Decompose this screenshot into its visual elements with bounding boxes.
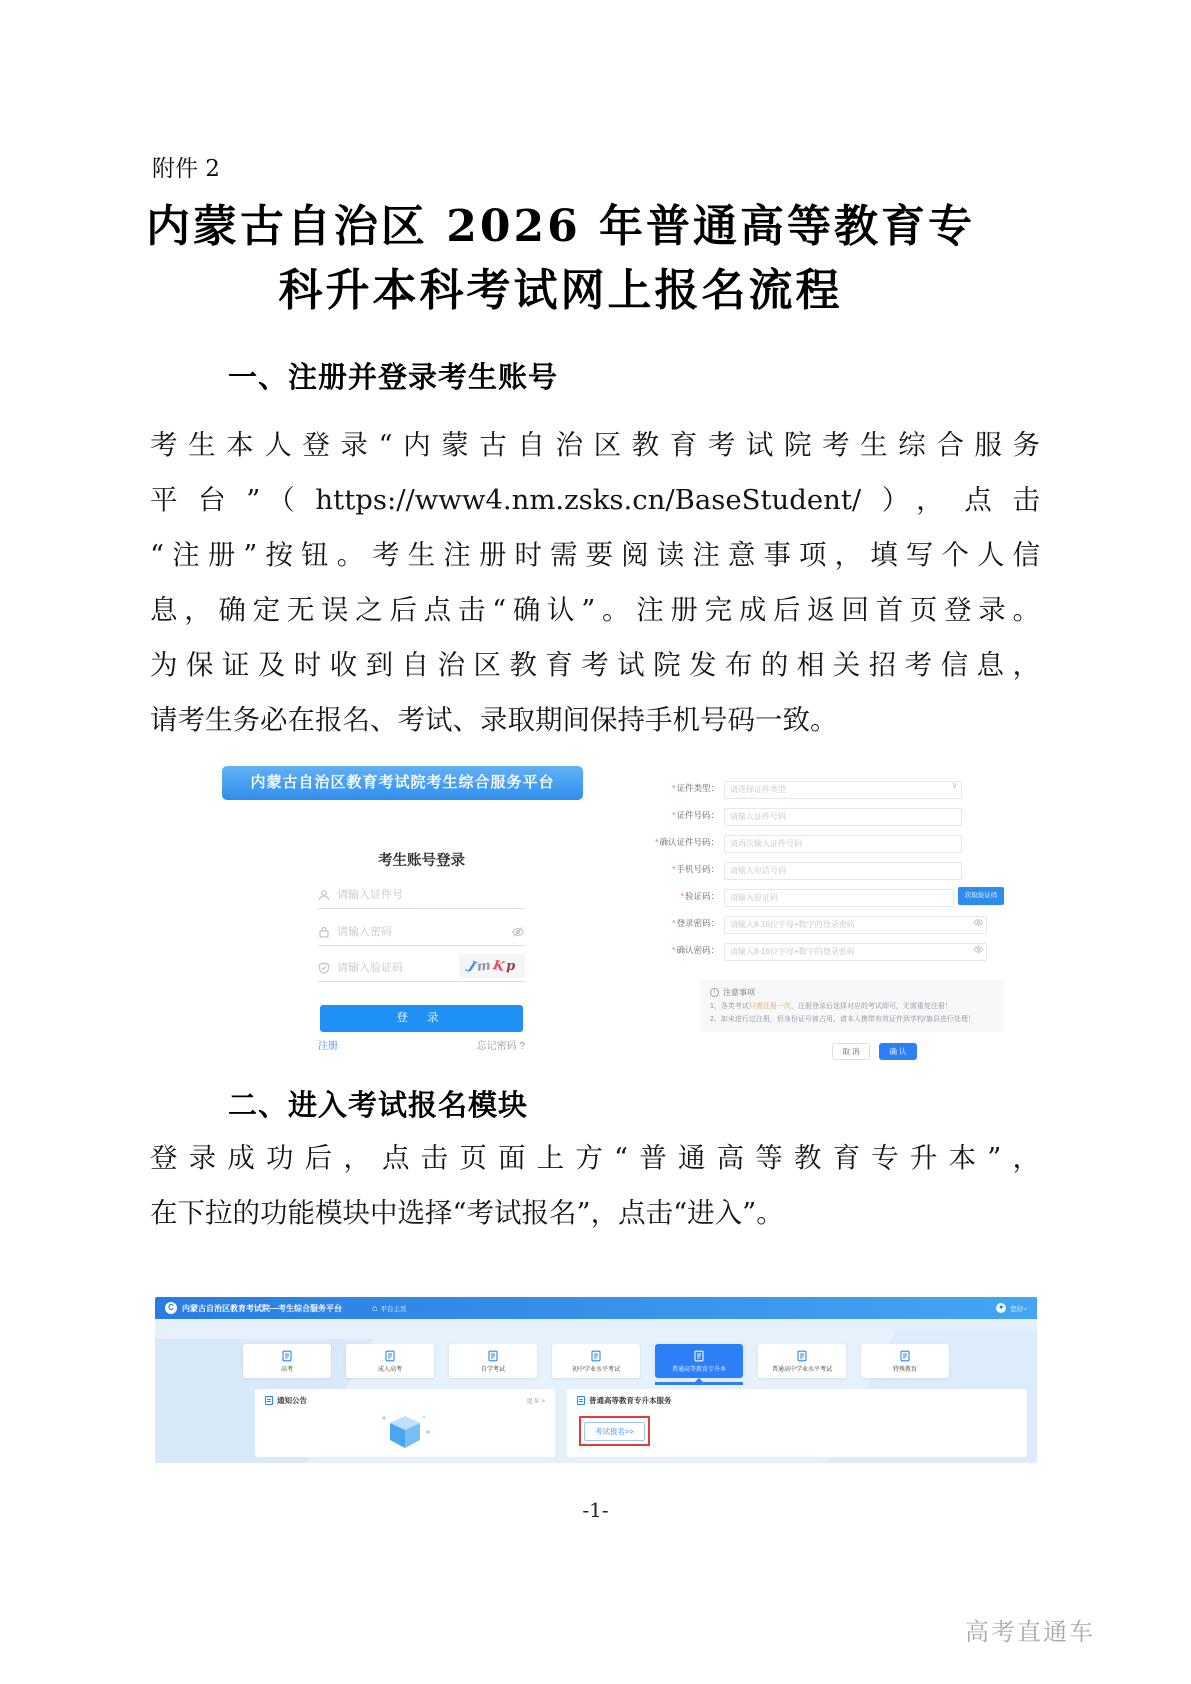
eye-off-icon[interactable] (511, 925, 525, 939)
user-greeting: 您好~ (1010, 1305, 1027, 1313)
register-buttons (832, 1043, 1004, 1060)
register-field-row (620, 833, 1004, 851)
login-id-input[interactable] (337, 889, 525, 901)
field-label: *证件号码： (672, 810, 719, 820)
empty-state-illustration (255, 1410, 555, 1450)
captcha-letter: m (476, 957, 492, 975)
paragraph-2 (150, 638, 1040, 748)
doc-line: 息，确定无误之后点击“确认”。注册完成后返回首页登录。 (150, 594, 1040, 626)
portal-screenshot (155, 1297, 1037, 1463)
notice-title: 通知公告 (277, 1396, 307, 1405)
login-id-row (318, 882, 525, 909)
required-mark: * (680, 891, 684, 901)
document-title-line1: 内蒙古自治区 2026 年普通高等教育专 (145, 201, 976, 252)
doc-line: 在下拉的功能模块中选择“考试报名”，点击“进入”。 (150, 1197, 784, 1229)
notes-title-row (710, 987, 994, 998)
note-line-1: 1、各类考试只需注册一次，注册登录后选择对应的考试即可，无需重复注册！ (710, 1003, 952, 1010)
doc-line: “注册”按钮。考生注册时需要阅读注意事项，填写个人信 (150, 539, 1040, 571)
register-form (620, 779, 1004, 968)
exam-tab-icon (281, 1350, 293, 1362)
exam-tab[interactable]: 高考 (243, 1344, 331, 1378)
required-mark: * (672, 864, 676, 874)
login-button[interactable]: 登 录 (320, 1005, 523, 1032)
field-input[interactable] (724, 808, 962, 826)
exam-tab-icon (899, 1350, 911, 1362)
eye-icon[interactable] (973, 917, 984, 928)
service-panel (567, 1389, 1027, 1457)
exam-tab[interactable]: 特殊教育 (861, 1344, 949, 1378)
service-icon (577, 1396, 585, 1405)
user-icon (318, 889, 330, 901)
box-illustration (372, 1410, 438, 1450)
required-mark: * (655, 837, 659, 847)
chevron-down-icon[interactable]: ∨ (951, 780, 958, 790)
doc-line: 为保证及时收到自治区教育考试院发布的相关招考信息， (150, 649, 1040, 681)
register-link[interactable]: 注册 (318, 1041, 338, 1052)
more-link[interactable]: 更多 > (526, 1398, 545, 1405)
captcha-letter: J (466, 957, 478, 975)
doc-line: 考生本人登录“内蒙古自治区教育考试院考生综合服务 (150, 429, 1040, 461)
exam-tab-icon (384, 1350, 396, 1362)
field-label: *手机号码： (672, 864, 719, 874)
login-password-input[interactable] (337, 926, 504, 938)
field-label: *证件类型： (672, 783, 719, 793)
notice-icon (265, 1396, 273, 1405)
exam-tab-icon (590, 1350, 602, 1362)
home-link[interactable]: ⌂ 平台主页 (372, 1303, 407, 1313)
notes-box (700, 980, 1004, 1032)
field-input[interactable] (724, 781, 962, 799)
document-title-line2: 科升本科考试网上报名流程 (278, 265, 843, 316)
exam-tab[interactable]: 普通高等教育专升本 (655, 1344, 743, 1378)
lock-icon (318, 926, 330, 938)
watermark: 高考直通车 (965, 1619, 1095, 1646)
service-title: 普通高等教育专升本服务 (589, 1396, 672, 1405)
exam-signup-highlight-frame (579, 1416, 650, 1446)
captcha-image[interactable] (459, 954, 525, 978)
notes-title: 注意事项 (723, 988, 755, 997)
section2-heading: 二、进入考试报名模块 (228, 1090, 529, 1122)
doc-line: 平台”（https://www4.nm.zsks.cn/BaseStudent/），点击 (150, 484, 1040, 516)
field-input[interactable] (724, 916, 987, 934)
paragraph-1 (150, 418, 1040, 638)
field-input[interactable] (724, 835, 962, 853)
attachment-label: 附件 2 (152, 156, 220, 182)
login-banner: 内蒙古自治区教育考试院考生综合服务平台 (222, 766, 583, 800)
portal-logo-icon: C (165, 1302, 177, 1314)
note-highlight: 只需注册一次 (748, 1003, 791, 1010)
login-captcha-input[interactable] (337, 962, 457, 974)
field-input[interactable] (724, 943, 987, 961)
register-field-row (620, 914, 1004, 932)
exam-tab[interactable]: 自学考试 (449, 1344, 537, 1378)
eye-icon[interactable] (973, 944, 984, 955)
exam-signup-button[interactable]: 考试报名>> (584, 1422, 645, 1441)
doc-line: 请考生务必在报名、考试、录取期间保持手机号码一致。 (150, 704, 838, 736)
paragraph-3 (150, 1131, 1040, 1241)
portal-body (155, 1319, 1037, 1463)
active-tab-indicator (655, 1382, 743, 1385)
confirm-button[interactable]: 确 认 (879, 1043, 917, 1060)
required-mark: * (672, 810, 676, 820)
info-icon: ! (710, 988, 719, 997)
required-mark: * (672, 918, 676, 928)
register-field-row (620, 779, 1004, 797)
notice-panel (255, 1389, 555, 1457)
exam-type-tabs (155, 1319, 1037, 1378)
captcha-letter: p (506, 958, 516, 974)
register-field-row (620, 806, 1004, 824)
exam-tab-icon (693, 1350, 705, 1362)
required-mark: * (672, 945, 676, 955)
login-links (318, 1037, 525, 1052)
exam-tab[interactable]: 初中学业水平考试 (552, 1344, 640, 1378)
captcha-letter: K (491, 957, 506, 975)
register-field-row (620, 941, 1004, 959)
field-label: *验证码： (680, 891, 719, 901)
section1-heading: 一、注册并登录考生账号 (228, 362, 559, 394)
login-password-row (318, 919, 525, 946)
user-menu[interactable] (996, 1303, 1027, 1313)
shield-icon (318, 962, 330, 974)
note-line-2: 2、如未进行过注册，但身份证号被占用，请本人携带有效证件到学校/旗县进行处理！ (710, 1016, 975, 1023)
field-input[interactable] (724, 889, 954, 907)
doc-line: 登录成功后，点击页面上方“普通高等教育专升本”， (150, 1142, 1040, 1174)
field-label: *确认证件号码： (655, 837, 719, 847)
page-number: -1- (582, 1498, 609, 1522)
field-label: *登录密码： (672, 918, 719, 928)
login-form-title: 考生账号登录 (378, 853, 465, 869)
register-field-row (620, 860, 1004, 878)
field-input[interactable] (724, 862, 962, 880)
field-label: *确认密码： (672, 945, 719, 955)
exam-tab[interactable]: 普通高中学业水平考试 (758, 1344, 846, 1378)
avatar: ● (996, 1303, 1006, 1313)
required-mark: * (672, 783, 676, 793)
get-captcha-button[interactable]: 获取验证码 (958, 887, 1004, 905)
forgot-password-link[interactable]: 忘记密码 ? (476, 1041, 525, 1052)
register-footer (620, 966, 1004, 1060)
portal-topbar (155, 1297, 1037, 1319)
exam-tab-icon (796, 1350, 808, 1362)
register-field-row (620, 887, 1004, 905)
home-icon: ⌂ (372, 1303, 378, 1313)
portal-title: 内蒙古自治区教育考试院—考生综合服务平台 (182, 1303, 342, 1313)
cancel-button[interactable]: 取 消 (832, 1043, 870, 1060)
exam-tab[interactable]: 成人高考 (346, 1344, 434, 1378)
login-captcha-row (318, 955, 525, 982)
exam-tab-icon (487, 1350, 499, 1362)
